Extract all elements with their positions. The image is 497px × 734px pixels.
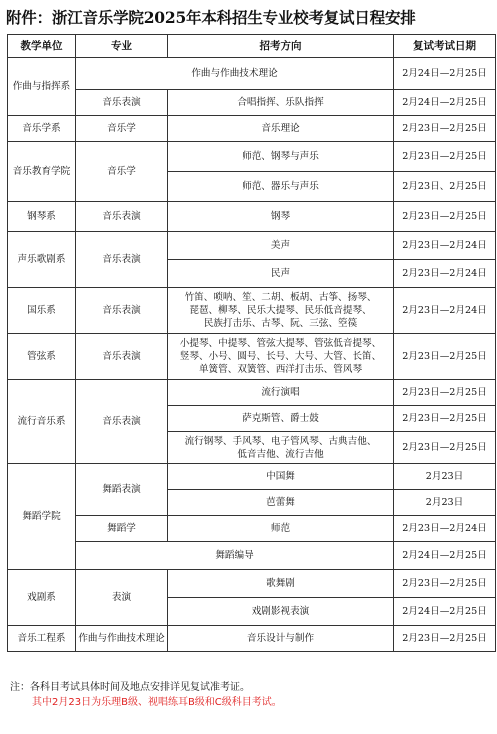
notes-block — [10, 680, 282, 710]
major-cell: 舞蹈表演 — [76, 464, 168, 516]
table-row — [8, 202, 496, 232]
direction-line: 单簧管、双簧管、西洋打击乐、管风琴 — [198, 364, 363, 375]
date-cell: 2月23日—2月25日 — [394, 626, 496, 652]
direction-cell — [168, 334, 394, 380]
direction-cell — [168, 288, 394, 334]
direction-line: 流行钢琴、手风琴、电子管风琴、古典吉他、 — [184, 435, 377, 447]
direction-cell: 流行演唱 — [168, 380, 394, 406]
direction-cell: 作曲与作曲技术理论 — [76, 58, 394, 90]
direction-cell: 芭蕾舞 — [168, 490, 394, 516]
unit-cell: 声乐歌剧系 — [8, 232, 76, 288]
unit-cell: 国乐系 — [8, 288, 76, 334]
schedule-table — [7, 34, 496, 652]
table-row — [8, 626, 496, 652]
date-cell: 2月24日—2月25日 — [394, 90, 496, 116]
direction-cell: 美声 — [168, 232, 394, 260]
major-cell: 音乐表演 — [76, 232, 168, 288]
table-row — [8, 464, 496, 490]
direction-cell: 音乐设计与制作 — [168, 626, 394, 652]
table-row — [8, 380, 496, 406]
direction-cell: 钢琴 — [168, 202, 394, 232]
major-cell: 音乐表演 — [76, 380, 168, 464]
unit-cell: 音乐学系 — [8, 116, 76, 142]
direction-cell: 萨克斯管、爵士鼓 — [168, 406, 394, 432]
date-cell: 2月24日—2月25日 — [394, 58, 496, 90]
page-title: 附件：浙江音乐学院2025年本科招生专业校考复试日程安排 — [6, 8, 416, 27]
direction-line: 竹笛、唢呐、笙、二胡、板胡、古筝、扬琴、 — [184, 292, 377, 303]
direction-cell: 合唱指挥、乐队指挥 — [168, 90, 394, 116]
direction-line: 竖琴、小号、圆号、长号、大号、大管、长笛、 — [179, 351, 382, 362]
table-row — [8, 334, 496, 380]
table-header-row — [8, 35, 496, 58]
direction-cell: 民声 — [168, 260, 394, 288]
major-cell: 舞蹈学 — [76, 516, 168, 542]
direction-line: 琵琶、柳琴、民乐大提琴、民乐低音提琴、 — [189, 305, 372, 316]
header-date: 复试考试日期 — [394, 35, 496, 58]
table-row — [8, 90, 496, 116]
unit-cell: 舞蹈学院 — [8, 464, 76, 570]
header-direction: 招考方向 — [168, 35, 394, 58]
table-row — [8, 570, 496, 598]
unit-cell: 钢琴系 — [8, 202, 76, 232]
date-cell: 2月23日—2月25日 — [394, 202, 496, 232]
direction-line: 低音吉他、流行吉他 — [237, 448, 324, 460]
direction-cell: 师范 — [168, 516, 394, 542]
direction-cell: 师范、器乐与声乐 — [168, 172, 394, 202]
table-row — [8, 542, 496, 570]
major-cell: 音乐表演 — [76, 288, 168, 334]
major-cell: 音乐表演 — [76, 334, 168, 380]
date-cell: 2月23日 — [394, 464, 496, 490]
table-row — [8, 142, 496, 172]
unit-cell: 音乐教育学院 — [8, 142, 76, 202]
major-cell: 音乐学 — [76, 142, 168, 202]
date-cell: 2月23日—2月25日 — [394, 570, 496, 598]
table-row — [8, 516, 496, 542]
unit-cell: 音乐工程系 — [8, 626, 76, 652]
date-cell: 2月23日 — [394, 490, 496, 516]
header-major: 专业 — [76, 35, 168, 58]
table-row — [8, 232, 496, 260]
note-highlight: 其中2月23日为乐理B级、视唱练耳B级和C级科目考试。 — [32, 697, 282, 708]
direction-cell: 中国舞 — [168, 464, 394, 490]
direction-line: 小提琴、中提琴、管弦大提琴、管弦低音提琴、 — [179, 338, 382, 349]
date-cell: 2月23日—2月25日 — [394, 380, 496, 406]
unit-cell: 作曲与指挥系 — [8, 58, 76, 116]
date-cell: 2月23日—2月25日 — [394, 116, 496, 142]
major-cell: 音乐表演 — [76, 202, 168, 232]
major-cell: 音乐学 — [76, 116, 168, 142]
header-unit: 教学单位 — [8, 35, 76, 58]
direction-cell: 歌舞剧 — [168, 570, 394, 598]
date-cell: 2月23日—2月25日 — [394, 432, 496, 464]
date-cell: 2月24日—2月25日 — [394, 542, 496, 570]
unit-cell: 流行音乐系 — [8, 380, 76, 464]
date-cell: 2月23日—2月24日 — [394, 260, 496, 288]
date-cell: 2月23日—2月24日 — [394, 232, 496, 260]
date-cell: 2月24日—2月25日 — [394, 598, 496, 626]
direction-cell: 舞蹈编导 — [76, 542, 394, 570]
note-general: 注：各科目考试具体时间及地点安排详见复试准考证。 — [10, 682, 250, 693]
direction-cell — [168, 432, 394, 464]
table-row — [8, 116, 496, 142]
date-cell: 2月23日—2月25日 — [394, 406, 496, 432]
major-cell: 作曲与作曲技术理论 — [76, 626, 168, 652]
major-cell: 音乐表演 — [76, 90, 168, 116]
date-cell: 2月23日、2月25日 — [394, 172, 496, 202]
date-cell: 2月23日—2月24日 — [394, 516, 496, 542]
table-row — [8, 58, 496, 90]
table-row — [8, 288, 496, 334]
direction-cell: 师范、钢琴与声乐 — [168, 142, 394, 172]
date-cell: 2月23日—2月25日 — [394, 334, 496, 380]
unit-cell: 管弦系 — [8, 334, 76, 380]
unit-cell: 戏剧系 — [8, 570, 76, 626]
major-cell: 表演 — [76, 570, 168, 626]
direction-cell: 音乐理论 — [168, 116, 394, 142]
date-cell: 2月23日—2月24日 — [394, 288, 496, 334]
direction-cell: 戏剧影视表演 — [168, 598, 394, 626]
direction-line: 民族打击乐、古琴、阮、三弦、箜篌 — [203, 318, 358, 329]
date-cell: 2月23日—2月25日 — [394, 142, 496, 172]
